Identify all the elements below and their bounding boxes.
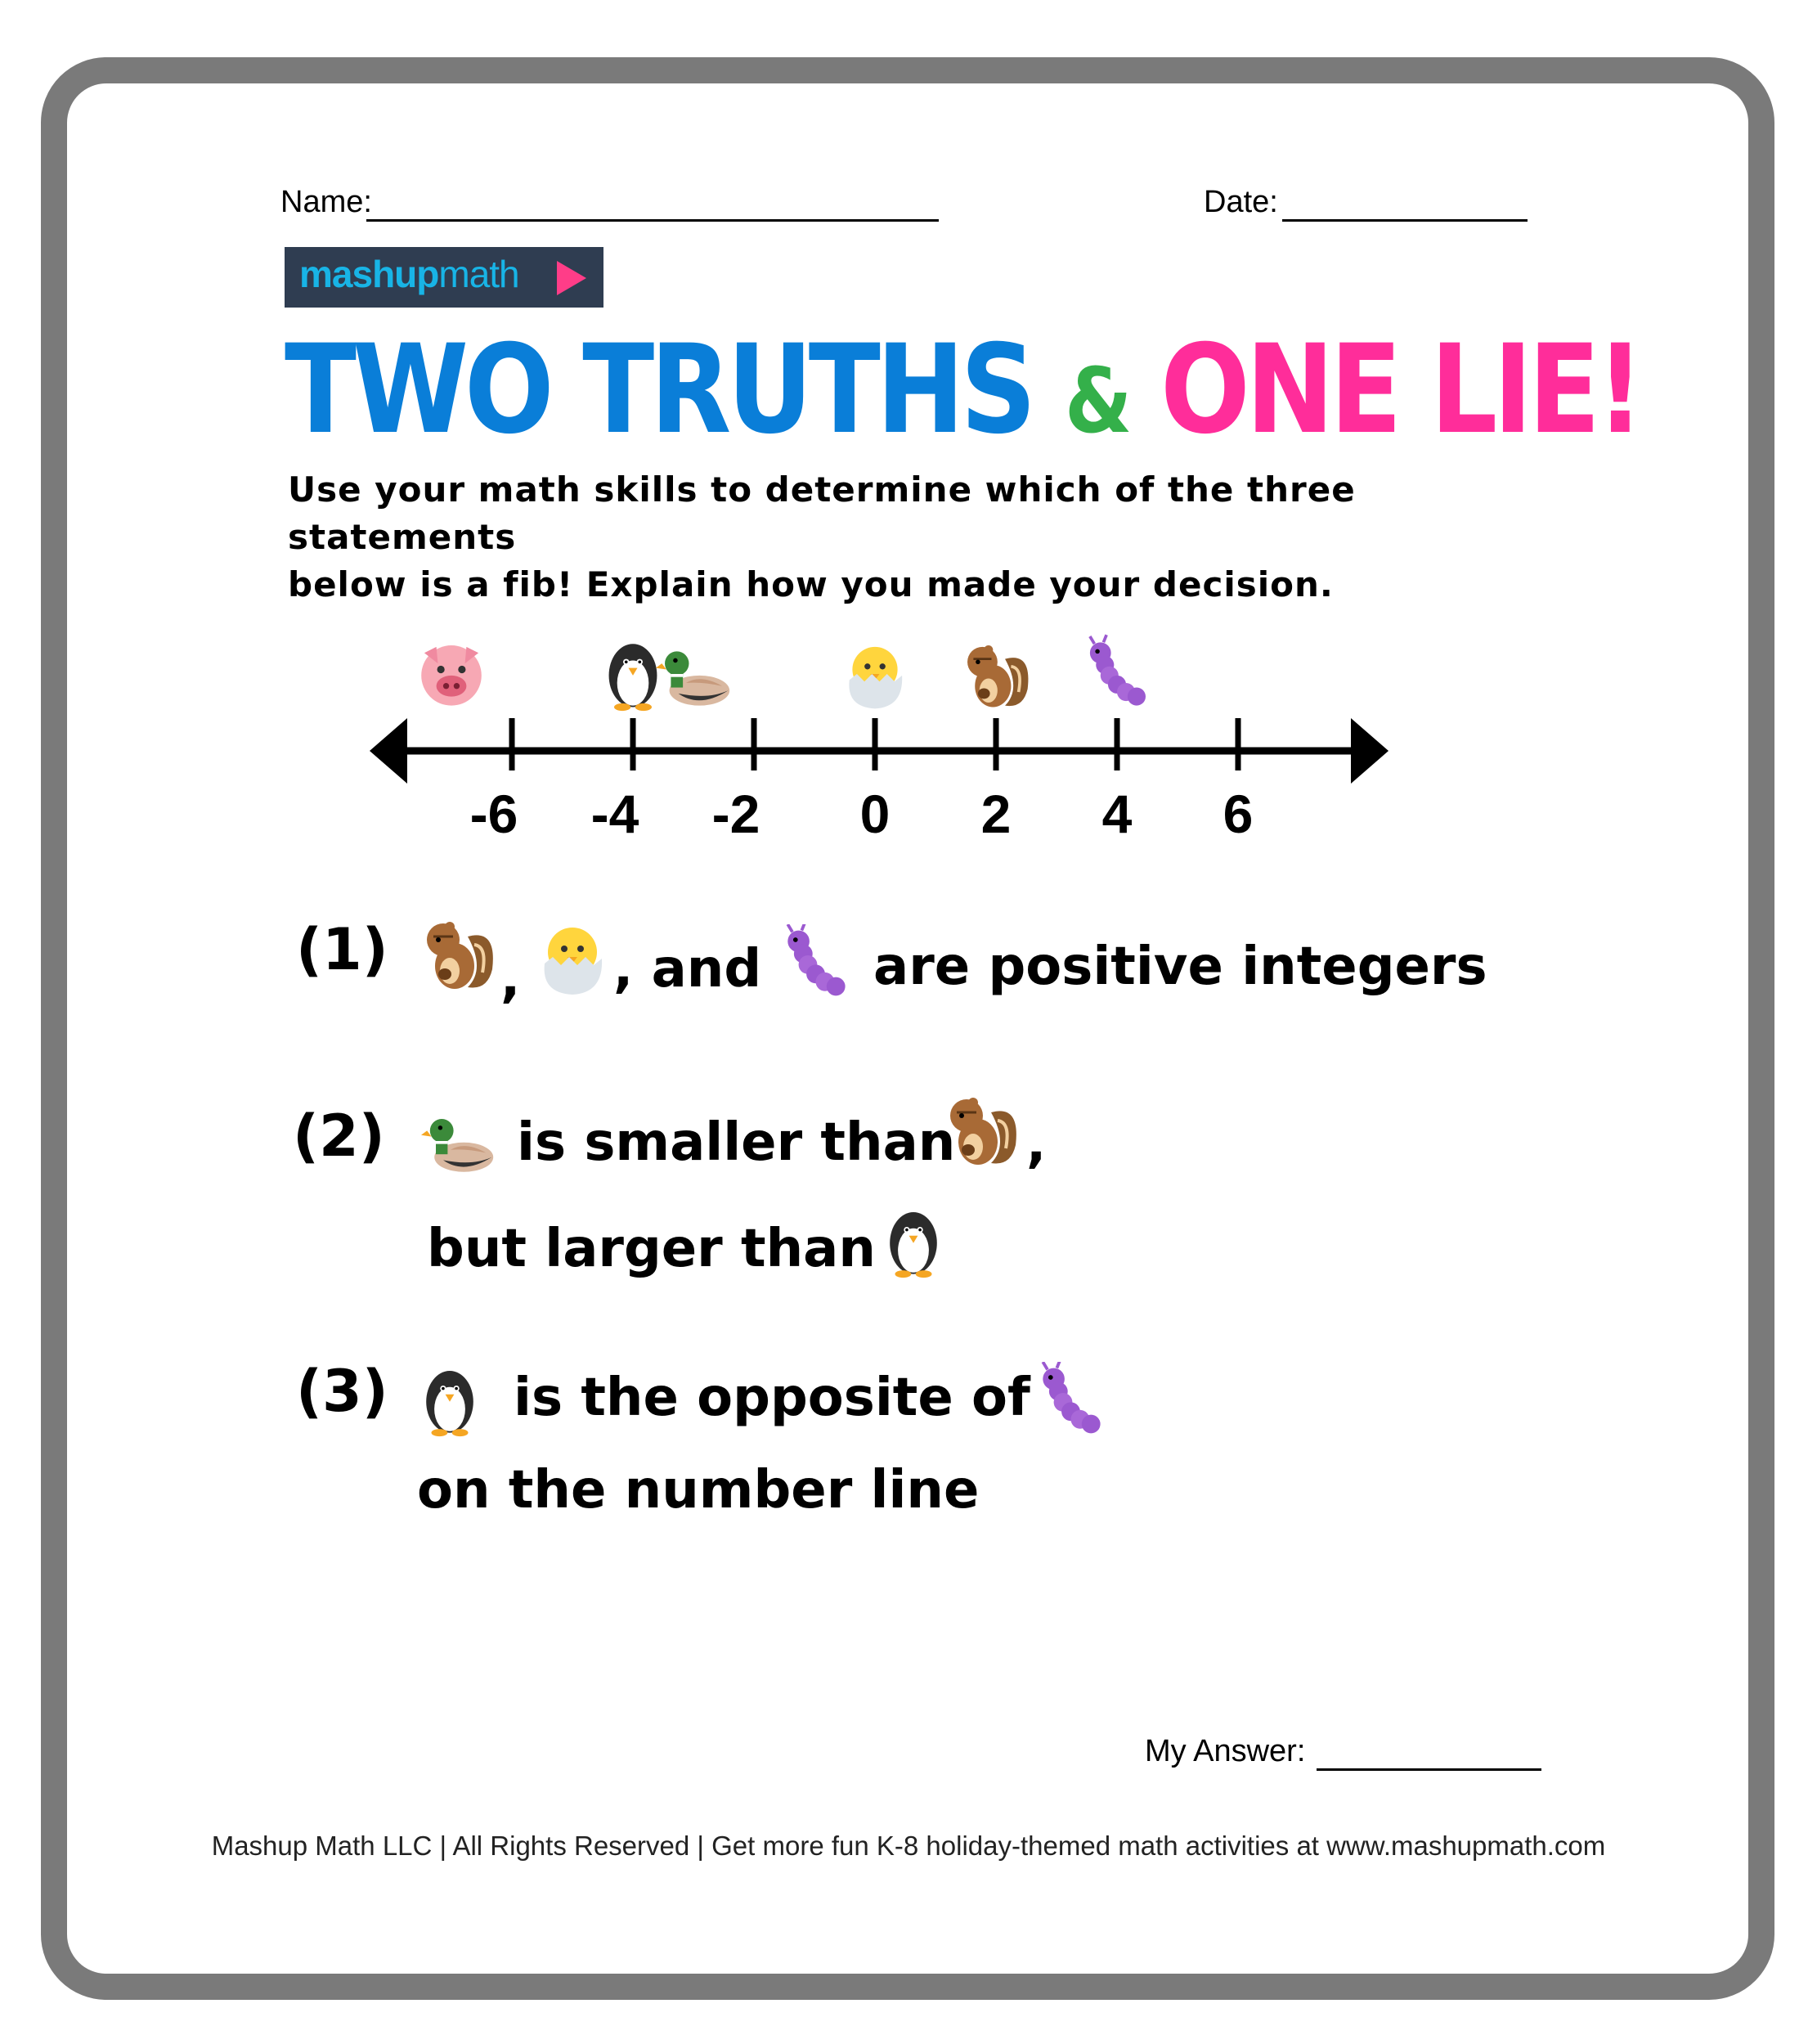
- answer-label: My Answer:: [1145, 1734, 1306, 1768]
- caterpillar-icon: [1032, 1362, 1110, 1440]
- statement-1: [296, 916, 388, 983]
- statement-3-number: (3): [296, 1358, 388, 1425]
- arrow-left-icon: [370, 718, 407, 784]
- caterpillar-icon: [777, 924, 855, 1002]
- tick-label: 6: [1223, 784, 1254, 844]
- title-ampersand: &: [1064, 348, 1128, 453]
- duck-icon: [417, 1104, 499, 1178]
- date-field[interactable]: [1282, 219, 1528, 222]
- statement-1-number: (1): [296, 916, 388, 983]
- logo-text-mashup: mashup: [299, 253, 439, 295]
- play-icon: [557, 261, 586, 295]
- tick-label: -2: [711, 784, 760, 844]
- date-label: Date:: [1204, 185, 1278, 219]
- title-one-lie: ONE LIE!: [1160, 319, 1640, 461]
- arrow-right-icon: [1351, 718, 1389, 784]
- statement-2-text-1: is smaller than: [517, 1112, 956, 1173]
- tick-label: 0: [859, 784, 891, 844]
- instructions: [288, 466, 1514, 609]
- statement-2-comma: ,: [1026, 1114, 1047, 1175]
- answer-field[interactable]: [1317, 1768, 1541, 1771]
- logo-text-math: math: [438, 253, 519, 295]
- number-line: [360, 622, 1423, 851]
- chipmunk-icon: [967, 645, 1028, 707]
- chick-icon: [532, 916, 613, 998]
- duck-icon: [656, 651, 729, 705]
- statement-1-comma: ,: [500, 949, 521, 1009]
- instructions-line-2: below is a fib! Explain how you made your decision.: [288, 564, 1334, 604]
- page-title: [285, 319, 1640, 461]
- mashup-math-logo: [285, 247, 603, 308]
- caterpillar-icon: [1090, 635, 1146, 705]
- name-field[interactable]: [366, 219, 939, 222]
- chick-icon: [849, 647, 902, 708]
- title-two-truths: TWO TRUTHS: [285, 319, 1033, 461]
- tick-label: -4: [590, 784, 639, 844]
- statement-1-and: , and: [613, 939, 762, 1000]
- chipmunk-icon: [417, 912, 499, 994]
- statement-3-text-1: is the opposite of: [514, 1368, 1030, 1428]
- tick-label: -6: [469, 784, 518, 844]
- tick-label: 4: [1101, 784, 1133, 844]
- name-label: Name:: [280, 185, 372, 219]
- footer: Mashup Math LLC | All Rights Reserved | Get more fun K-8 holiday-themed math activities at www.mashupmath.com: [211, 1831, 1606, 1861]
- penguin-icon: [877, 1201, 950, 1283]
- penguin-icon: [413, 1359, 487, 1441]
- pig-icon: [421, 645, 482, 706]
- instructions-line-1: Use your math skills to determine which of the three statements: [288, 469, 1356, 557]
- tick-label: 2: [980, 784, 1012, 844]
- statement-1-text: are positive integers: [873, 937, 1487, 997]
- chipmunk-icon: [940, 1088, 1022, 1170]
- statement-2-text-2: but larger than: [427, 1219, 876, 1279]
- penguin-icon: [609, 644, 657, 711]
- statement-3-text-2: on the number line: [417, 1460, 980, 1521]
- statement-2-number: (2): [293, 1103, 385, 1170]
